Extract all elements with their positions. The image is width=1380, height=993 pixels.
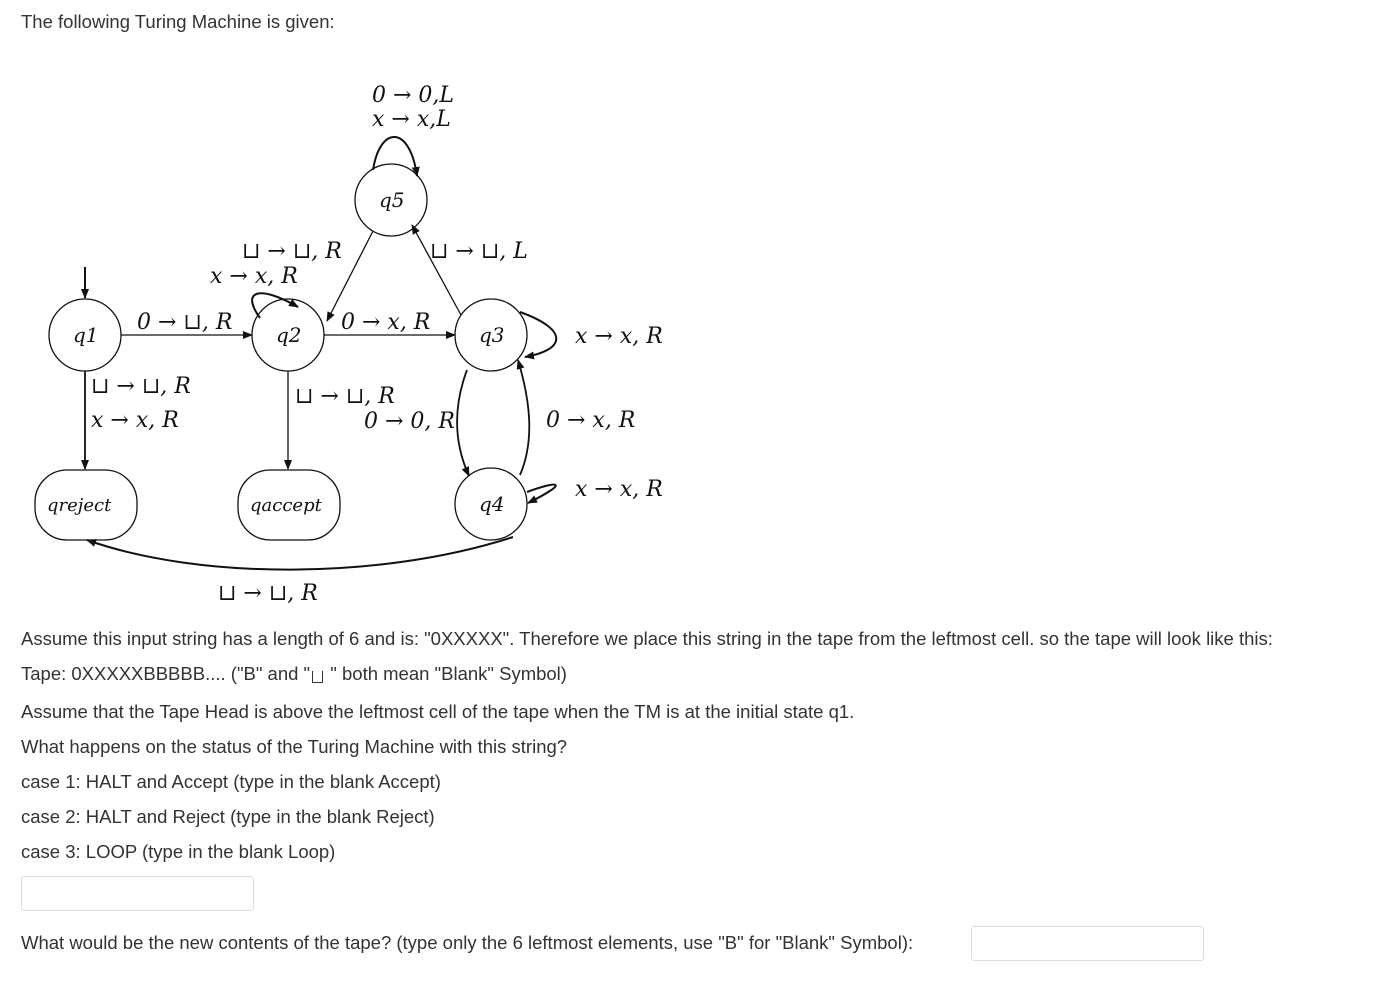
tape-text: Tape: 0XXXXXBBBBB.... ("B" and " bbox=[21, 663, 311, 684]
blank-symbol-icon bbox=[312, 671, 323, 683]
question-tape: What would be the new contents of the tape? (type only the 6 leftmost elements, use "B" for "Blank" Symbol): bbox=[21, 932, 914, 953]
tape-text-end: " both mean "Blank" Symbol) bbox=[325, 663, 567, 684]
case-3: case 3: LOOP (type in the blank Loop) bbox=[21, 841, 336, 862]
state-reject-label: qreject bbox=[47, 495, 112, 516]
turing-machine-diagram bbox=[0, 0, 700, 620]
label-q5-loop-1: 0 → 0,L bbox=[372, 83, 455, 108]
edge-q3-q4 bbox=[457, 370, 469, 476]
label-q5-loop-2: x → x,L bbox=[372, 107, 451, 132]
label-q5-q2: ⊔ → ⊔, R bbox=[242, 239, 342, 264]
label-q3-q5: ⊔ → ⊔, L bbox=[430, 239, 528, 264]
loop-q4 bbox=[527, 485, 556, 503]
edge-q4-q3 bbox=[518, 360, 529, 475]
state-q4-label: q4 bbox=[479, 492, 505, 516]
state-q5-label: q5 bbox=[379, 188, 405, 212]
label-q1-q2: 0 → ⊔, R bbox=[137, 310, 233, 335]
label-q2-accept: ⊔ → ⊔, R bbox=[295, 384, 395, 409]
label-q1-reject-1: ⊔ → ⊔, R bbox=[91, 374, 191, 399]
case-2: case 2: HALT and Reject (type in the blank Reject) bbox=[21, 806, 435, 827]
loop-q3 bbox=[520, 312, 556, 357]
label-q4-reject: ⊔ → ⊔, R bbox=[218, 581, 318, 606]
paragraph-tape bbox=[21, 662, 567, 686]
intro-text: The following Turing Machine is given: bbox=[21, 11, 335, 32]
paragraph-tape-head: Assume that the Tape Head is above the leftmost cell of the tape when the TM is at the initial state q1. bbox=[21, 701, 855, 722]
state-q2-label: q2 bbox=[276, 323, 302, 347]
label-q3-loop: x → x, R bbox=[575, 324, 663, 349]
case-1: case 1: HALT and Accept (type in the blank Accept) bbox=[21, 771, 441, 792]
label-q2-loop: x → x, R bbox=[210, 264, 298, 289]
paragraph-input-string: Assume this input string has a length of 6 and is: "0XXXXX". Therefore we place this string in the tape from the leftmost cell. so the tape will look like this: bbox=[21, 628, 1273, 649]
state-q3-label: q3 bbox=[479, 323, 505, 347]
label-q3-q4: 0 → 0, R bbox=[364, 409, 455, 434]
state-accept-label: qaccept bbox=[250, 495, 322, 516]
question-status: What happens on the status of the Turing Machine with this string? bbox=[21, 736, 568, 757]
tape-answer-input[interactable] bbox=[971, 926, 1204, 961]
status-answer-input[interactable] bbox=[21, 876, 254, 911]
label-q2-q3: 0 → x, R bbox=[341, 310, 431, 335]
edge-q4-reject bbox=[87, 537, 513, 570]
label-q1-reject-2: x → x, R bbox=[91, 408, 179, 433]
label-q4-q3: 0 → x, R bbox=[546, 408, 636, 433]
state-q1-label: q1 bbox=[73, 323, 99, 347]
label-q4-loop: x → x, R bbox=[575, 477, 663, 502]
